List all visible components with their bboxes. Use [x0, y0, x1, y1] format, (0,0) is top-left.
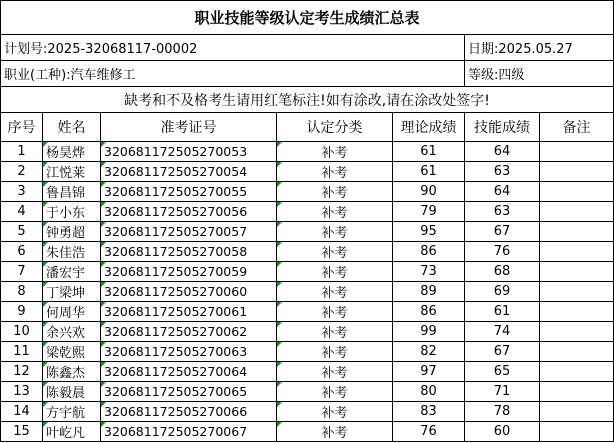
column-header-exam-id: 准考证号	[101, 113, 277, 142]
skill-score: 63	[465, 202, 540, 222]
exam-id: 320681172505270061	[101, 302, 277, 322]
skill-score: 67	[465, 342, 540, 362]
category: 补考	[277, 402, 393, 422]
table-row	[1, 402, 614, 422]
category: 补考	[277, 282, 393, 302]
exam-id: 320681172505270055	[101, 182, 277, 202]
theory-score: 76	[393, 422, 465, 442]
remark	[540, 282, 614, 302]
exam-id: 320681172505270064	[101, 362, 277, 382]
category: 补考	[277, 162, 393, 182]
student-name: 杨昊烨	[43, 142, 101, 162]
row-number: 14	[1, 402, 43, 422]
row-number: 11	[1, 342, 43, 362]
row-number: 12	[1, 362, 43, 382]
row-number: 9	[1, 302, 43, 322]
category: 补考	[277, 242, 393, 262]
student-name: 陈鑫杰	[43, 362, 101, 382]
row-number: 2	[1, 162, 43, 182]
skill-score: 69	[465, 282, 540, 302]
student-name: 梁乾熙	[43, 342, 101, 362]
skill-score: 74	[465, 322, 540, 342]
skill-score: 78	[465, 402, 540, 422]
row-number: 15	[1, 422, 43, 442]
theory-score: 89	[393, 282, 465, 302]
exam-id: 320681172505270067	[101, 422, 277, 442]
column-header-theory-score: 理论成绩	[393, 113, 465, 142]
theory-score: 95	[393, 222, 465, 242]
table-row	[1, 382, 614, 402]
plan-number: 计划号:2025-32068117-00002	[1, 35, 465, 61]
occupation: 职业(工种):汽车维修工	[1, 61, 465, 87]
remark	[540, 202, 614, 222]
theory-score: 79	[393, 202, 465, 222]
skill-score: 63	[465, 162, 540, 182]
remark	[540, 262, 614, 282]
skill-score: 76	[465, 242, 540, 262]
remark	[540, 322, 614, 342]
row-number: 5	[1, 222, 43, 242]
remark	[540, 362, 614, 382]
student-name: 何周华	[43, 302, 101, 322]
row-number: 6	[1, 242, 43, 262]
remark	[540, 302, 614, 322]
exam-id: 320681172505270056	[101, 202, 277, 222]
exam-id: 320681172505270058	[101, 242, 277, 262]
table-row	[1, 342, 614, 362]
notice-text: 缺考和不及格考生请用红笔标注!如有涂改,请在涂改处签字!	[1, 87, 614, 113]
theory-score: 86	[393, 242, 465, 262]
skill-score: 65	[465, 362, 540, 382]
category: 补考	[277, 302, 393, 322]
theory-score: 90	[393, 182, 465, 202]
student-name: 鲁昌锦	[43, 182, 101, 202]
theory-score: 97	[393, 362, 465, 382]
certification-level: 等级:四级	[465, 61, 614, 87]
exam-id: 320681172505270062	[101, 322, 277, 342]
category: 补考	[277, 222, 393, 242]
row-number: 1	[1, 142, 43, 162]
column-header-no: 序号	[1, 113, 43, 142]
theory-score: 82	[393, 342, 465, 362]
skill-score: 68	[465, 262, 540, 282]
exam-id: 320681172505270054	[101, 162, 277, 182]
student-name: 陈毅晨	[43, 382, 101, 402]
theory-score: 61	[393, 162, 465, 182]
table-row	[1, 322, 614, 342]
exam-id: 320681172505270066	[101, 402, 277, 422]
column-header-category: 认定分类	[277, 113, 393, 142]
table-row	[1, 162, 614, 182]
skill-score: 61	[465, 302, 540, 322]
exam-date: 日期:2025.05.27	[465, 35, 614, 61]
table-row	[1, 202, 614, 222]
remark	[540, 422, 614, 442]
student-name: 丁梁坤	[43, 282, 101, 302]
table-row	[1, 142, 614, 162]
exam-id: 320681172505270053	[101, 142, 277, 162]
table-row	[1, 262, 614, 282]
category: 补考	[277, 262, 393, 282]
table-header-row	[1, 113, 614, 142]
column-header-skill-score: 技能成绩	[465, 113, 540, 142]
student-name: 方宇航	[43, 402, 101, 422]
skill-score: 60	[465, 422, 540, 442]
page-title: 职业技能等级认定考生成绩汇总表	[1, 1, 614, 35]
column-header-name: 姓名	[43, 113, 101, 142]
theory-score: 61	[393, 142, 465, 162]
student-name: 余兴欢	[43, 322, 101, 342]
column-header-remark: 备注	[540, 113, 614, 142]
row-number: 7	[1, 262, 43, 282]
student-name: 江悦莱	[43, 162, 101, 182]
table-row	[1, 222, 614, 242]
exam-id: 320681172505270063	[101, 342, 277, 362]
theory-score: 99	[393, 322, 465, 342]
student-name: 朱佳浩	[43, 242, 101, 262]
exam-id: 320681172505270059	[101, 262, 277, 282]
row-number: 8	[1, 282, 43, 302]
table-row	[1, 422, 614, 442]
exam-id: 320681172505270060	[101, 282, 277, 302]
row-number: 10	[1, 322, 43, 342]
remark	[540, 182, 614, 202]
theory-score: 86	[393, 302, 465, 322]
row-number: 4	[1, 202, 43, 222]
category: 补考	[277, 362, 393, 382]
student-name: 于小东	[43, 202, 101, 222]
table-row	[1, 302, 614, 322]
student-name: 叶屹凡	[43, 422, 101, 442]
category: 补考	[277, 322, 393, 342]
remark	[540, 162, 614, 182]
remark	[540, 382, 614, 402]
table-row	[1, 182, 614, 202]
remark	[540, 402, 614, 422]
skill-score: 64	[465, 182, 540, 202]
category: 补考	[277, 342, 393, 362]
category: 补考	[277, 202, 393, 222]
remark	[540, 342, 614, 362]
skill-score: 67	[465, 222, 540, 242]
table-row	[1, 362, 614, 382]
student-name: 潘宏宇	[43, 262, 101, 282]
theory-score: 80	[393, 382, 465, 402]
exam-id: 320681172505270065	[101, 382, 277, 402]
remark	[540, 222, 614, 242]
category: 补考	[277, 182, 393, 202]
row-number: 3	[1, 182, 43, 202]
category: 补考	[277, 142, 393, 162]
theory-score: 83	[393, 402, 465, 422]
row-number: 13	[1, 382, 43, 402]
skill-score: 64	[465, 142, 540, 162]
category: 补考	[277, 382, 393, 402]
remark	[540, 142, 614, 162]
table-row	[1, 282, 614, 302]
student-name: 钟勇超	[43, 222, 101, 242]
theory-score: 73	[393, 262, 465, 282]
remark	[540, 242, 614, 262]
category: 补考	[277, 422, 393, 442]
table-row	[1, 242, 614, 262]
skill-score: 71	[465, 382, 540, 402]
exam-id: 320681172505270057	[101, 222, 277, 242]
